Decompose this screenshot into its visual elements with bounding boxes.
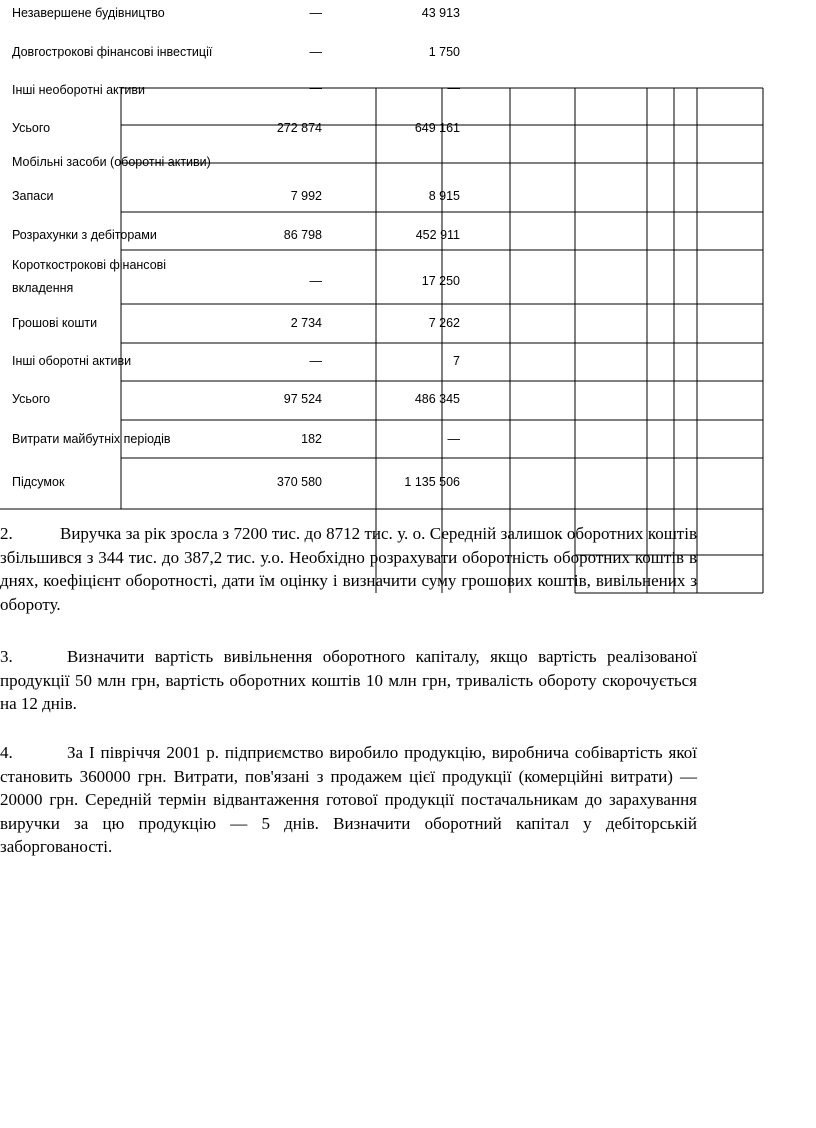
row-value-curr: 649 161 xyxy=(414,121,460,135)
row-label: Запаси xyxy=(12,189,54,203)
row-label: Незавершене будівництво xyxy=(12,6,165,20)
row-value-prev: — xyxy=(309,274,322,288)
row-value-curr: 452 911 xyxy=(415,228,460,242)
row-label: Інші оборотні активи xyxy=(12,354,132,368)
row-value-curr: 1 135 506 xyxy=(404,475,460,489)
row-value-prev: 97 524 xyxy=(283,392,322,406)
row-value-curr: — xyxy=(447,81,460,95)
row-value-prev: 86 798 xyxy=(283,228,322,242)
row-value-prev: — xyxy=(309,81,322,95)
task-4 xyxy=(0,741,697,859)
row-value-prev: 2 734 xyxy=(290,316,322,330)
row-value-curr: 43 913 xyxy=(421,6,460,20)
row-label: Мобільні засоби (оборотні активи) xyxy=(12,155,211,169)
row-value-prev: — xyxy=(309,45,322,59)
task-number: 3. xyxy=(0,647,13,666)
row-value-curr: 7 xyxy=(453,354,460,368)
row-value-curr: — xyxy=(447,432,460,446)
row-value-prev: 7 992 xyxy=(290,189,322,203)
task-2 xyxy=(0,522,697,616)
row-value-curr: 8 915 xyxy=(428,189,460,203)
task-number: 2. xyxy=(0,524,13,543)
row-label: Короткострокові фінансові xyxy=(12,258,167,272)
row-value-prev: — xyxy=(309,354,322,368)
row-value-curr: 1 750 xyxy=(428,45,460,59)
row-label: Довгострокові фінансові інвестиції xyxy=(12,45,213,59)
row-label: Розрахунки з дебіторами xyxy=(12,228,157,242)
row-label-continued: вкладення xyxy=(12,281,74,295)
row-value-prev: 272 874 xyxy=(276,121,322,135)
row-label: Грошові кошти xyxy=(12,316,98,330)
row-label: Підсумок xyxy=(12,475,65,489)
task-text: За І півріччя 2001 р. підприємство виробило продукцію, виробнича собівартість якої становить 360000 грн. Витрати, пов'язані з продажем цієї продукції (комерційні витрати) — 20000 грн. Середній термін відвантаження готової продукції постачальникам до зарахування виручки за цю продукцію — 5 днів. Визначити оборотний капітал у дебіторській заборгованості. xyxy=(0,743,697,856)
row-label: Усього xyxy=(12,121,51,135)
row-value-curr: 486 345 xyxy=(414,392,460,406)
row-value-prev: — xyxy=(309,6,322,20)
row-value-prev: 182 xyxy=(301,432,322,446)
task-text: Виручка за рік зросла з 7200 тис. до 8712 тис. у. о. Середній залишок оборотних коштів збільшився з 344 тис. до 387,2 тис. у.о. Необхідно розрахувати оборотність оборотних коштів в днях, коефіцієнт оборотності, дати їм оцінку і визначити суму грошових коштів, вивільнених з обороту. xyxy=(0,524,697,614)
row-value-curr: 17 250 xyxy=(421,274,460,288)
row-label: Витрати майбутніх періодів xyxy=(12,432,171,446)
row-label: Інші необоротні активи xyxy=(12,83,145,97)
task-text: Визначити вартість вивільнення оборотного капіталу, якщо вартість реалізованої продукції 50 млн грн, вартість оборотних коштів 10 млн грн, тривалість обороту скорочується на 12 днів. xyxy=(0,647,697,713)
row-value-curr: 7 262 xyxy=(428,316,460,330)
task-number: 4. xyxy=(0,743,13,762)
row-label: Усього xyxy=(12,392,51,406)
row-value-prev: 370 580 xyxy=(276,475,322,489)
task-3 xyxy=(0,645,697,716)
